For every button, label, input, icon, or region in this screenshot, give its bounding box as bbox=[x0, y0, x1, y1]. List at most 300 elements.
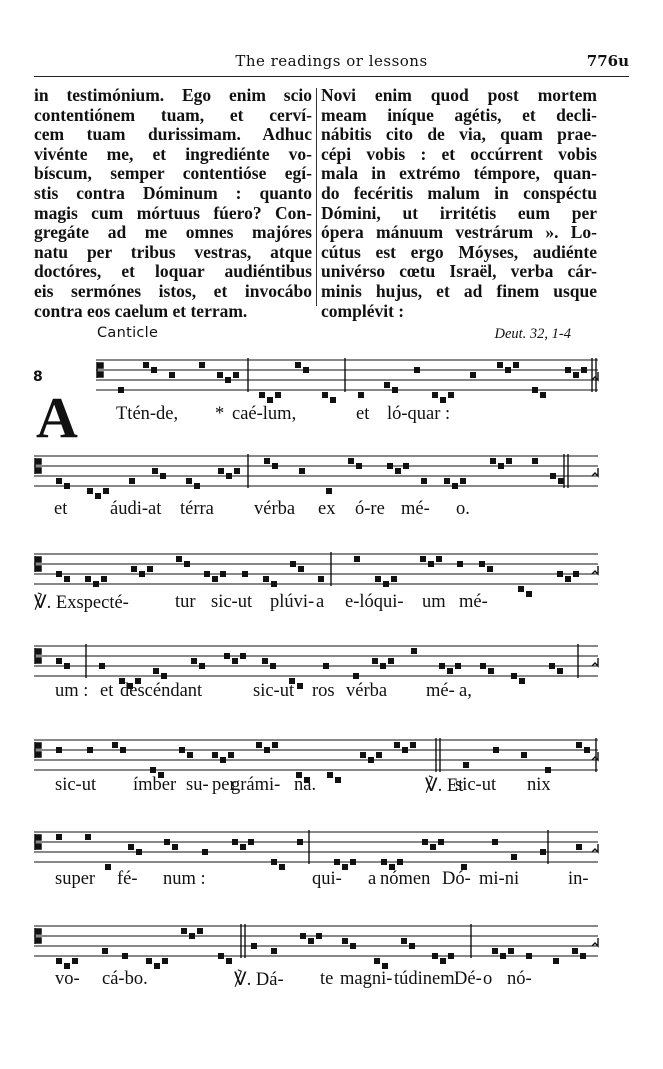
neume-note bbox=[262, 658, 268, 664]
neume-note bbox=[218, 468, 224, 474]
lyric-syllable: nómen bbox=[380, 869, 431, 889]
neume-note bbox=[297, 839, 303, 845]
neume-note bbox=[470, 372, 476, 378]
lyric-syllable: um bbox=[422, 592, 446, 612]
neume-note bbox=[380, 663, 386, 669]
page-number: 776u bbox=[586, 52, 629, 70]
neume-note bbox=[118, 387, 124, 393]
text-line: vivénte me, et ingrediénte vo- bbox=[34, 143, 312, 164]
neume-note bbox=[303, 367, 309, 373]
neume-note bbox=[129, 478, 135, 484]
neume-note bbox=[506, 458, 512, 464]
neume-note bbox=[549, 663, 555, 669]
lyric-syllable: ℣. Dá- bbox=[234, 970, 284, 990]
neume-note bbox=[479, 561, 485, 567]
neume-note bbox=[85, 834, 91, 840]
neume-note bbox=[326, 488, 332, 494]
lyric-syllable: térra bbox=[180, 499, 214, 519]
neume-note bbox=[103, 488, 109, 494]
lyric-syllable: per bbox=[212, 775, 236, 795]
neume-note bbox=[147, 566, 153, 572]
lyric-syllable: * bbox=[215, 404, 225, 424]
neume-note bbox=[150, 767, 156, 773]
lyric-syllable: sic-ut bbox=[455, 775, 497, 795]
neume-note bbox=[381, 859, 387, 865]
neume-note bbox=[112, 742, 118, 748]
neume-note bbox=[403, 463, 409, 469]
neume-note bbox=[519, 678, 525, 684]
neume-note bbox=[95, 493, 101, 499]
text-line: in testimónium. Ego enim scio bbox=[34, 85, 312, 105]
lyric-syllable: na. bbox=[294, 775, 317, 795]
neume-note bbox=[540, 392, 546, 398]
neume-note bbox=[153, 668, 159, 674]
neume-note bbox=[430, 844, 436, 850]
neume-note bbox=[176, 556, 182, 562]
text-line: do fecéritis malum in conspéctu bbox=[321, 182, 597, 203]
neume-note bbox=[161, 673, 167, 679]
neume-note bbox=[189, 933, 195, 939]
neume-note bbox=[394, 742, 400, 748]
neume-note bbox=[428, 561, 434, 567]
neume-note bbox=[248, 839, 254, 845]
neume-note bbox=[191, 658, 197, 664]
neume-note bbox=[232, 839, 238, 845]
neume-note bbox=[376, 752, 382, 758]
lyric-syllable: ló-quar : bbox=[387, 404, 451, 424]
canticle-label: Canticle bbox=[97, 325, 159, 341]
lyric-syllable: a bbox=[368, 869, 377, 889]
neume-note bbox=[263, 576, 269, 582]
lyric-syllable: super bbox=[55, 869, 96, 889]
neume-note bbox=[448, 392, 454, 398]
neume-note bbox=[279, 864, 285, 870]
neume-note bbox=[532, 458, 538, 464]
neume-note bbox=[220, 571, 226, 577]
neume-note bbox=[298, 566, 304, 572]
neume-note bbox=[526, 953, 532, 959]
neume-note bbox=[387, 463, 393, 469]
neume-note bbox=[232, 658, 238, 664]
neume-note bbox=[184, 561, 190, 567]
neume-note bbox=[358, 392, 364, 398]
neume-note bbox=[271, 859, 277, 865]
neume-note bbox=[139, 571, 145, 577]
neume-note bbox=[131, 566, 137, 572]
neume-note bbox=[511, 673, 517, 679]
chant-mode-number: 8 bbox=[33, 369, 43, 385]
lyric-syllable: sic-ut bbox=[253, 681, 295, 701]
neume-note bbox=[105, 864, 111, 870]
lyric-syllable: mé- bbox=[459, 592, 488, 612]
neume-note bbox=[420, 556, 426, 562]
lyric-syllable: mé- bbox=[426, 681, 455, 701]
text-line: cem tuam durissimam. Adhuc bbox=[34, 124, 312, 145]
neume-note bbox=[327, 772, 333, 778]
neume-note bbox=[234, 468, 240, 474]
initial-letter: A bbox=[36, 385, 78, 450]
neume-note bbox=[271, 948, 277, 954]
lyric-syllable: Ttén-de, bbox=[116, 404, 179, 424]
neume-note bbox=[56, 747, 62, 753]
text-line: contentiónem tuam, et cerví- bbox=[34, 104, 312, 125]
neume-note bbox=[224, 653, 230, 659]
neume-note bbox=[218, 953, 224, 959]
neume-note bbox=[270, 663, 276, 669]
lyric-syllable: um : bbox=[55, 681, 89, 701]
neume-note bbox=[322, 392, 328, 398]
lyric-syllable: ímber bbox=[133, 775, 177, 795]
lyric-syllable: sic-ut bbox=[55, 775, 97, 795]
neume-note bbox=[225, 377, 231, 383]
custos-icon bbox=[592, 468, 598, 476]
neume-note bbox=[573, 372, 579, 378]
lyric-syllable: et bbox=[356, 404, 370, 424]
neume-note bbox=[384, 382, 390, 388]
neume-note bbox=[488, 668, 494, 674]
lyric-syllable: cá-bo. bbox=[102, 969, 148, 989]
neume-note bbox=[497, 362, 503, 368]
neume-note bbox=[493, 747, 499, 753]
neume-note bbox=[447, 668, 453, 674]
neume-note bbox=[368, 757, 374, 763]
neume-note bbox=[272, 742, 278, 748]
neume-note bbox=[526, 591, 532, 597]
neume-note bbox=[64, 576, 70, 582]
neume-note bbox=[508, 948, 514, 954]
lyric-syllable: o bbox=[483, 969, 493, 989]
neume-note bbox=[267, 397, 273, 403]
neume-note bbox=[565, 367, 571, 373]
lyric-syllable: et bbox=[100, 681, 114, 701]
neume-note bbox=[360, 752, 366, 758]
text-line: nábitis cito de via, quam prae- bbox=[321, 124, 597, 145]
neume-note bbox=[410, 742, 416, 748]
neume-note bbox=[518, 586, 524, 592]
text-line: bíscum, semper contentióse egí- bbox=[34, 163, 312, 184]
neume-note bbox=[186, 478, 192, 484]
neume-note bbox=[242, 571, 248, 577]
lyric-syllable: a, bbox=[459, 681, 472, 701]
neume-note bbox=[342, 938, 348, 944]
lyric-syllable: in- bbox=[568, 869, 589, 889]
neume-note bbox=[199, 362, 205, 368]
neume-note bbox=[553, 958, 559, 964]
neume-note bbox=[374, 958, 380, 964]
neume-note bbox=[521, 752, 527, 758]
canticle-reference: Deut. 32, 1-4 bbox=[494, 326, 571, 342]
text-line: natu per tribus vestras, atque bbox=[34, 241, 312, 262]
neume-note bbox=[101, 576, 107, 582]
neume-note bbox=[297, 683, 303, 689]
lyric-syllable: et bbox=[54, 499, 68, 519]
neume-note bbox=[128, 844, 134, 850]
neume-note bbox=[448, 953, 454, 959]
neume-note bbox=[573, 571, 579, 577]
neume-note bbox=[316, 933, 322, 939]
lyric-syllable: su- bbox=[186, 775, 209, 795]
lyric-syllable: magni- bbox=[340, 969, 393, 989]
text-line: Dómini, ut irritétis eum per bbox=[321, 202, 597, 223]
neume-note bbox=[409, 943, 415, 949]
neume-note bbox=[460, 478, 466, 484]
neume-note bbox=[391, 576, 397, 582]
neume-note bbox=[212, 576, 218, 582]
lyric-syllable: plúvi- bbox=[270, 592, 315, 612]
neume-note bbox=[299, 468, 305, 474]
neume-note bbox=[99, 663, 105, 669]
neume-note bbox=[490, 458, 496, 464]
neume-note bbox=[64, 483, 70, 489]
text-line: magis cum mórtuus fúero? Con- bbox=[34, 202, 312, 223]
neume-note bbox=[397, 859, 403, 865]
neume-note bbox=[558, 478, 564, 484]
neume-note bbox=[146, 958, 152, 964]
text-line: doctóres, et loquar audiéntibus bbox=[34, 261, 312, 282]
neume-note bbox=[217, 372, 223, 378]
text-line: Novi enim quod post mortem bbox=[321, 85, 597, 105]
neume-note bbox=[375, 576, 381, 582]
neume-note bbox=[275, 392, 281, 398]
lyric-syllable: ℣. Exspecté- bbox=[34, 593, 129, 613]
neume-note bbox=[56, 658, 62, 664]
lyric-syllable: nó- bbox=[507, 969, 532, 989]
neume-note bbox=[179, 747, 185, 753]
custos-icon bbox=[592, 938, 598, 946]
neume-note bbox=[226, 958, 232, 964]
neume-note bbox=[272, 463, 278, 469]
lyric-syllable: descéndant bbox=[120, 681, 203, 701]
neume-note bbox=[72, 958, 78, 964]
neume-note bbox=[330, 397, 336, 403]
neume-note bbox=[334, 859, 340, 865]
text-line: meam iníque agétis, et decli- bbox=[321, 104, 597, 125]
text-line: cútus est ergo Móyses, audiénte bbox=[321, 241, 597, 262]
neume-note bbox=[56, 478, 62, 484]
neume-note bbox=[271, 581, 277, 587]
neume-note bbox=[172, 844, 178, 850]
neume-note bbox=[572, 948, 578, 954]
right-text-column bbox=[321, 86, 597, 321]
neume-note bbox=[264, 458, 270, 464]
custos-icon bbox=[592, 844, 598, 852]
neume-note bbox=[87, 747, 93, 753]
neume-note bbox=[440, 958, 446, 964]
neume-note bbox=[372, 658, 378, 664]
neume-note bbox=[492, 839, 498, 845]
neume-note bbox=[414, 367, 420, 373]
chant-staff bbox=[0, 728, 663, 788]
neume-note bbox=[162, 958, 168, 964]
neume-note bbox=[411, 648, 417, 654]
text-line: minis hujus, et ad finem usque bbox=[321, 280, 597, 301]
neume-note bbox=[348, 458, 354, 464]
neume-note bbox=[439, 663, 445, 669]
neume-note bbox=[422, 839, 428, 845]
neume-note bbox=[160, 473, 166, 479]
neume-note bbox=[342, 864, 348, 870]
neume-note bbox=[513, 362, 519, 368]
neume-note bbox=[300, 933, 306, 939]
neume-note bbox=[401, 938, 407, 944]
lyric-syllable: grámi- bbox=[231, 775, 281, 795]
neume-note bbox=[545, 767, 551, 773]
lyric-syllable: ex bbox=[318, 499, 336, 519]
lyric-syllable: te bbox=[320, 969, 334, 989]
left-text-column bbox=[34, 86, 312, 321]
neume-note bbox=[395, 468, 401, 474]
neume-note bbox=[220, 757, 226, 763]
neume-note bbox=[457, 561, 463, 567]
neume-note bbox=[550, 473, 556, 479]
neume-note bbox=[259, 392, 265, 398]
neume-note bbox=[240, 653, 246, 659]
neume-note bbox=[532, 387, 538, 393]
text-line: eis sermónes istos, et invocábo bbox=[34, 280, 312, 301]
lyric-syllable: qui- bbox=[312, 869, 342, 889]
neume-note bbox=[432, 392, 438, 398]
neume-note bbox=[565, 576, 571, 582]
lyric-syllable: vérba bbox=[254, 499, 296, 519]
neume-note bbox=[392, 387, 398, 393]
neume-note bbox=[581, 367, 587, 373]
lyric-syllable: o. bbox=[456, 499, 470, 519]
neume-note bbox=[151, 367, 157, 373]
lyric-syllable: ó-re bbox=[355, 499, 385, 519]
lyric-syllable: sic-ut bbox=[211, 592, 253, 612]
lyric-syllable: nix bbox=[527, 775, 551, 795]
text-line: ópera mánuum vestrárum ». Lo- bbox=[321, 222, 597, 243]
chant-staff bbox=[0, 348, 663, 408]
lyric-syllable: mé- bbox=[401, 499, 430, 519]
neume-note bbox=[455, 663, 461, 669]
neume-note bbox=[240, 844, 246, 850]
neume-note bbox=[480, 663, 486, 669]
lyric-syllable: mi-ni bbox=[479, 869, 520, 889]
neume-note bbox=[197, 928, 203, 934]
lyric-syllable: caé-lum, bbox=[232, 404, 297, 424]
lyric-syllable: vo- bbox=[55, 969, 80, 989]
neume-note bbox=[251, 943, 257, 949]
lyric-syllable: túdinem bbox=[394, 969, 455, 989]
lyric-syllable: ℣. Et bbox=[425, 776, 464, 796]
neume-note bbox=[295, 362, 301, 368]
neume-note bbox=[318, 576, 324, 582]
neume-note bbox=[335, 777, 341, 783]
column-divider bbox=[316, 88, 317, 306]
neume-note bbox=[505, 367, 511, 373]
neume-note bbox=[122, 953, 128, 959]
neume-note bbox=[576, 742, 582, 748]
neume-note bbox=[498, 463, 504, 469]
text-line: mala in extrémo témpore, quan- bbox=[321, 163, 597, 184]
neume-note bbox=[354, 556, 360, 562]
neume-note bbox=[438, 839, 444, 845]
lyric-syllable: vérba bbox=[346, 681, 388, 701]
neume-note bbox=[226, 473, 232, 479]
custos-icon bbox=[592, 372, 598, 380]
page-header bbox=[34, 52, 629, 74]
text-line: stis contra Dóminum : quanto bbox=[34, 182, 312, 203]
running-title: The readings or lessons bbox=[235, 52, 428, 70]
neume-note bbox=[199, 663, 205, 669]
lyric-syllable: fé- bbox=[117, 869, 138, 889]
neume-note bbox=[492, 948, 498, 954]
neume-note bbox=[452, 483, 458, 489]
neume-note bbox=[511, 854, 517, 860]
neume-note bbox=[540, 849, 546, 855]
neume-note bbox=[500, 953, 506, 959]
neume-note bbox=[323, 663, 329, 669]
neume-note bbox=[228, 752, 234, 758]
lyric-syllable: tur bbox=[175, 592, 196, 612]
neume-note bbox=[154, 963, 160, 969]
lyric-syllable: num : bbox=[163, 869, 206, 889]
neume-note bbox=[576, 844, 582, 850]
neume-note bbox=[164, 839, 170, 845]
neume-note bbox=[204, 571, 210, 577]
neume-note bbox=[120, 747, 126, 753]
neume-note bbox=[87, 488, 93, 494]
neume-note bbox=[56, 958, 62, 964]
neume-note bbox=[402, 747, 408, 753]
neume-note bbox=[136, 849, 142, 855]
lyric-syllable: áudi- bbox=[110, 499, 149, 519]
neume-note bbox=[56, 571, 62, 577]
neume-note bbox=[421, 478, 427, 484]
neume-note bbox=[308, 938, 314, 944]
lyric-syllable: ros bbox=[312, 681, 335, 701]
neume-note bbox=[202, 849, 208, 855]
neume-note bbox=[350, 859, 356, 865]
text-line: gregáte ad me omnes majóres bbox=[34, 222, 312, 243]
neume-note bbox=[102, 948, 108, 954]
neume-note bbox=[93, 581, 99, 587]
custos-icon bbox=[592, 752, 598, 760]
text-line: complévit : bbox=[321, 300, 405, 321]
neume-note bbox=[152, 468, 158, 474]
text-line: contra eos caelum et terram. bbox=[34, 300, 248, 321]
text-line: univérso cœtu Israël, verba cár- bbox=[321, 261, 597, 282]
neume-note bbox=[436, 556, 442, 562]
neume-note bbox=[356, 463, 362, 469]
chant-staff bbox=[0, 914, 663, 974]
neume-note bbox=[383, 581, 389, 587]
neume-note bbox=[212, 752, 218, 758]
neume-note bbox=[143, 362, 149, 368]
neume-note bbox=[463, 762, 469, 768]
neume-note bbox=[444, 478, 450, 484]
neume-note bbox=[388, 658, 394, 664]
neume-note bbox=[487, 566, 493, 572]
neume-note bbox=[194, 483, 200, 489]
lyric-syllable: at bbox=[148, 499, 162, 519]
neume-note bbox=[557, 571, 563, 577]
neume-note bbox=[256, 742, 262, 748]
lyric-syllable: a bbox=[316, 592, 325, 612]
lyric-syllable: Dé- bbox=[454, 969, 482, 989]
header-rule bbox=[34, 76, 629, 77]
neume-note bbox=[85, 576, 91, 582]
neume-note bbox=[290, 561, 296, 567]
neume-note bbox=[557, 668, 563, 674]
neume-note bbox=[584, 747, 590, 753]
neume-note bbox=[233, 372, 239, 378]
text-line: cépi vobis : et occúrrent vobis bbox=[321, 143, 597, 164]
chant-staff bbox=[0, 444, 663, 504]
neume-note bbox=[432, 953, 438, 959]
custos-icon bbox=[592, 566, 598, 574]
